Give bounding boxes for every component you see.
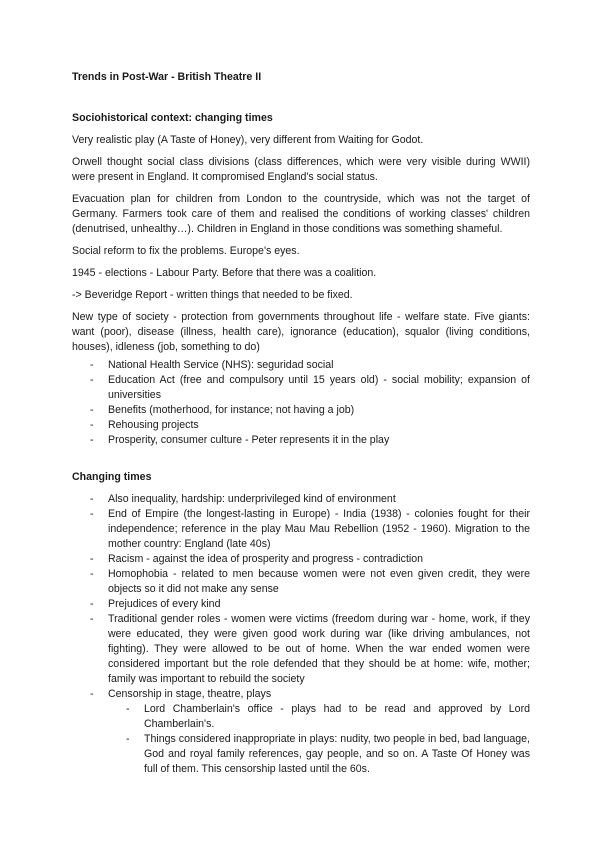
dash-marker: - [90,434,94,446]
welfare-bullet-list [72,358,530,448]
list-item-text: Traditional gender roles - women were victims (freedom during war - home, work, if they were educated, they were given good work during war (like driving ambulances, not fighting). They were allowed to be out of home. When the war ended women were considered important but the role defended that they should be at home: wife, mother; family was important to rebuild the society [108,613,530,685]
list-item-text: Also inequality, hardship: underprivileged kind of environment [108,493,396,505]
dash-marker: - [90,404,94,416]
dash-marker: - [90,553,94,565]
dash-marker: - [90,688,94,700]
paragraph: Very realistic play (A Taste of Honey), very different from Waiting for Godot. [72,134,424,146]
section-heading-changing-times: Changing times [72,471,152,483]
list-item [72,687,530,777]
list-item-text: Benefits (motherhood, for instance; not having a job) [108,404,355,416]
list-item [72,418,530,433]
list-item-text: Homophobia - related to men because women were not even given credit, they were objects so it did not make any sense [108,568,530,595]
changing-times-bullet-list [72,492,530,777]
dash-marker: - [90,508,94,520]
list-item [72,567,530,597]
list-item [72,358,530,373]
list-item [72,597,530,612]
list-item-text: Censorship in stage, theatre, plays [108,688,272,700]
list-item-text: Racism - against the idea of prosperity and progress - contradiction [108,553,424,565]
list-item [72,433,530,448]
list-item [72,507,530,552]
document-title: Trends in Post-War - British Theatre II [72,71,262,83]
sub-list-item [108,702,530,732]
dash-marker: - [90,598,94,610]
dash-marker: - [90,493,94,505]
sub-list-item [108,732,530,777]
paragraph: Social reform to fix the problems. Europe's eyes. [72,245,300,257]
list-item [72,552,530,567]
section-heading-sociohistorical: Sociohistorical context: changing times [72,112,273,124]
sub-list-item-text: Things considered inappropriate in plays: nudity, two people in bed, bad language, God and royal family references, gay people, and so on. A Taste Of Honey was full of them. This censorship lasted until the 60s. [144,733,530,775]
paragraph: New type of society - protection from governments throughout life - welfare state. Five giants: want (poor), disease (illness, health care), ignorance (education), squalor (living conditions, houses), idleness (job, something to do) [72,311,530,353]
list-item-text: Prosperity, consumer culture - Peter represents it in the play [108,434,390,446]
dash-marker: - [126,733,130,745]
dash-marker: - [90,419,94,431]
document-page [72,70,530,777]
list-item [72,492,530,507]
sub-list-item-text: Lord Chamberlain's office - plays had to be read and approved by Lord Chamberlain's. [144,703,530,730]
dash-marker: - [126,703,130,715]
list-item-text: Rehousing projects [108,419,199,431]
list-item-text: End of Empire (the longest-lasting in Europe) - India (1938) - colonies fought for their independence; reference in the play Mau Mau Rebellion (1952 - 1960). Migration to the mother country: England (late 40s) [108,508,530,550]
list-item [72,403,530,418]
paragraph: 1945 - elections - Labour Party. Before that there was a coalition. [72,267,377,279]
dash-marker: - [90,359,94,371]
dash-marker: - [90,613,94,625]
list-item [72,612,530,687]
list-item-text: Prejudices of every kind [108,598,221,610]
dash-marker: - [90,568,94,580]
censorship-sub-list [108,702,530,777]
paragraph: Evacuation plan for children from London to the countryside, which was not the target of Germany. Farmers took care of them and realised the conditions of working classes' children (denutrised, unhealthy…). Children in England in those conditions was something shameful. [72,193,530,235]
list-item [72,373,530,403]
list-item-text: National Health Service (NHS): seguridad social [108,359,334,371]
list-item-text: Education Act (free and compulsory until 15 years old) - social mobility; expansion of universities [108,374,530,401]
paragraph: Orwell thought social class divisions (class differences, which were very visible during WWII) were present in England. It compromised England's social status. [72,156,530,183]
paragraph: -> Beveridge Report - written things that needed to be fixed. [72,289,353,301]
dash-marker: - [90,374,94,386]
